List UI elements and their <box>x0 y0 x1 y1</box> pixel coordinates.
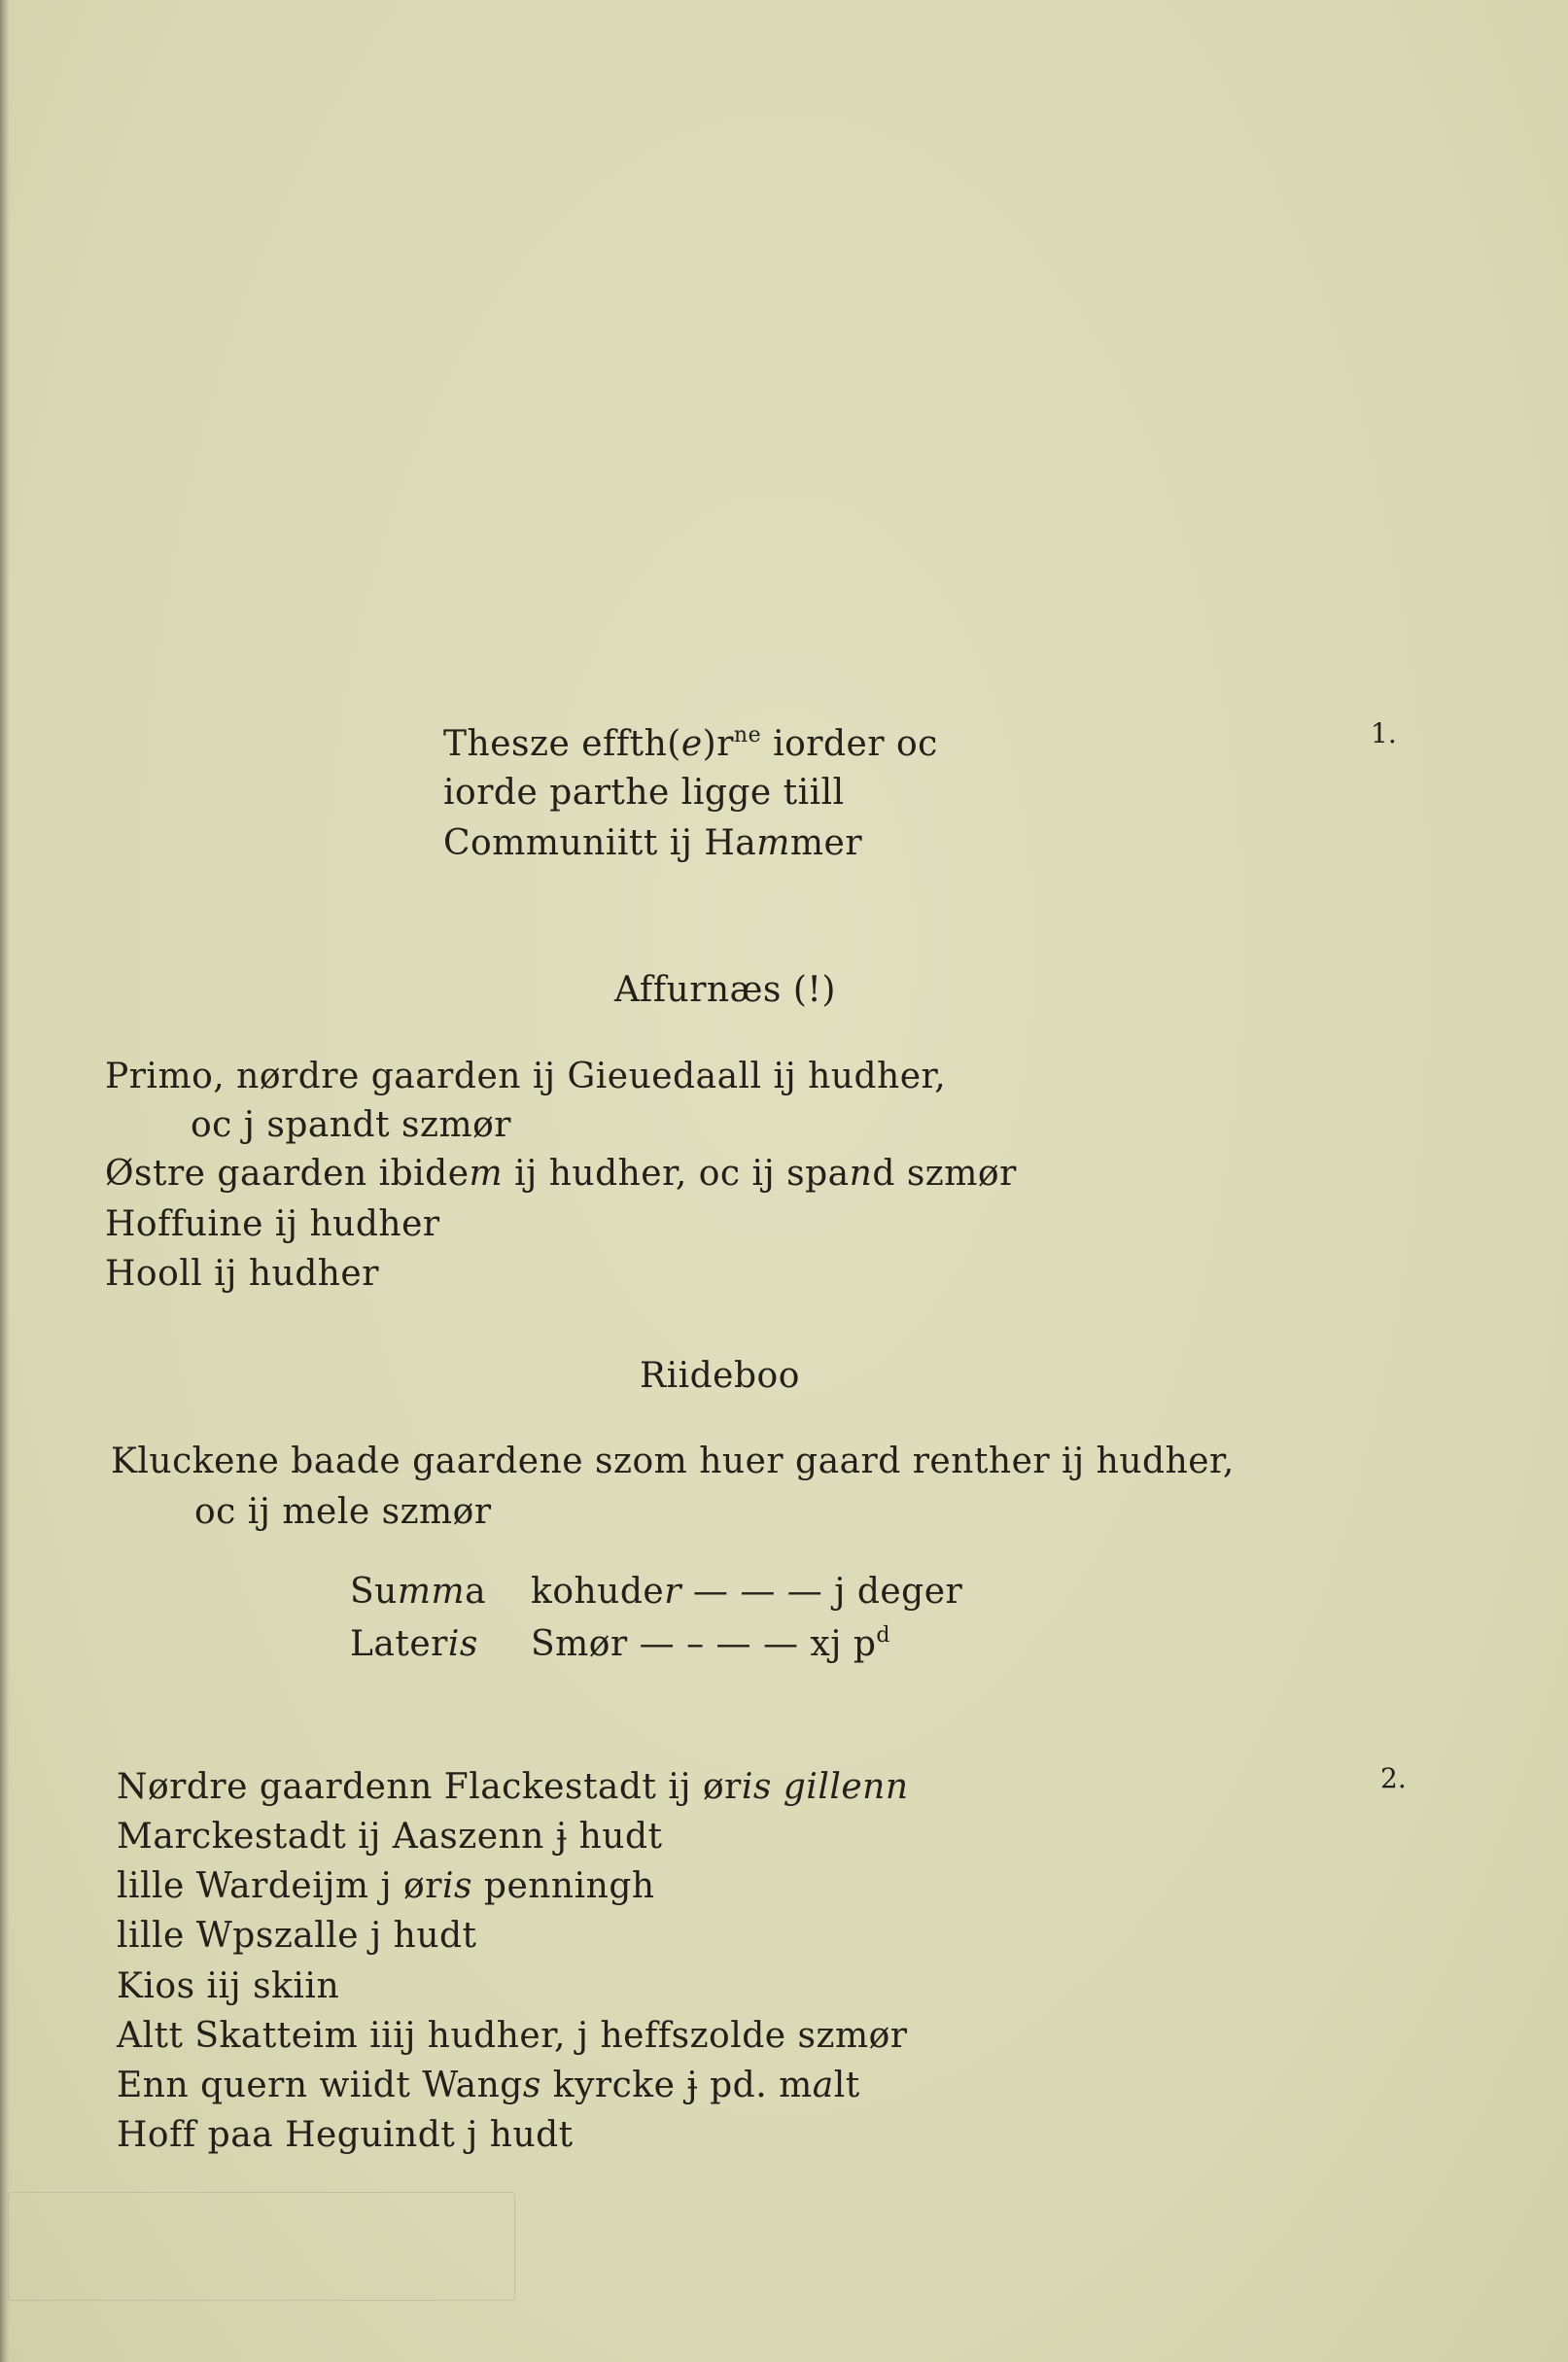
lateris-line-value: Smør — – — — xj $p^d$ <box>531 1623 890 1664</box>
summa-line-value: kohuder — — — j deger <box>531 1572 963 1612</box>
entry-line: Kios iij skiin <box>117 1966 340 2006</box>
entry-line: oc ij mele szmør <box>194 1492 492 1532</box>
lateris-line: Lateris <box>350 1624 478 1664</box>
paper-stamp-mark <box>8 2192 515 2301</box>
margin-number-1: 1. <box>1371 717 1397 749</box>
entry-line: Hoff paa Heguindt j hudt <box>117 2115 574 2155</box>
entry-line: Enn quern wiidt Wangs kyrcke ɉ pd. malt <box>117 2066 860 2105</box>
entry-line: Hooll ij hudher <box>105 1254 379 1294</box>
entry-line: lille Wardeijm j øris penningh <box>117 1866 655 1906</box>
section-title-riideboo: Riideboo <box>640 1356 800 1396</box>
heading-line-1: Thesze $effth(e)r^{ne}$ iorder oc <box>443 723 938 764</box>
entry-line: oc j spandt szmør <box>191 1105 511 1145</box>
heading-line-2: iorde parthe ligge tiill <box>443 773 845 813</box>
heading-line-3: Communiitt ij Hammer <box>443 823 863 863</box>
book-spine-shadow <box>0 0 10 2362</box>
margin-number-2: 2. <box>1380 1762 1407 1794</box>
entry-line: Primo, nørdre gaarden ij Gieuedaall ij hudher, <box>105 1057 947 1096</box>
section-title-affurnaes: Affurnæs (!) <box>614 970 836 1010</box>
entry-line: Østre gaarden ibidem ij hudher, oc ij spand szmør <box>105 1154 1017 1194</box>
entry-line: Marckestadt ij Aaszenn ɉ hudt <box>117 1817 663 1857</box>
entry-line: Hoffuine ij hudher <box>105 1204 440 1244</box>
entry-line: Kluckene baade gaardene szom huer gaard renther ij hudher, <box>111 1442 1235 1481</box>
entry-line: Altt Skatteim iiij hudher, j heffszolde szmør <box>117 2016 908 2056</box>
entry-line: lille Wpszalle j hudt <box>117 1916 477 1956</box>
summa-line: Summa <box>350 1572 487 1612</box>
entry-line: Nørdre gaardenn Flackestadt ij øris gillenn <box>117 1767 909 1807</box>
